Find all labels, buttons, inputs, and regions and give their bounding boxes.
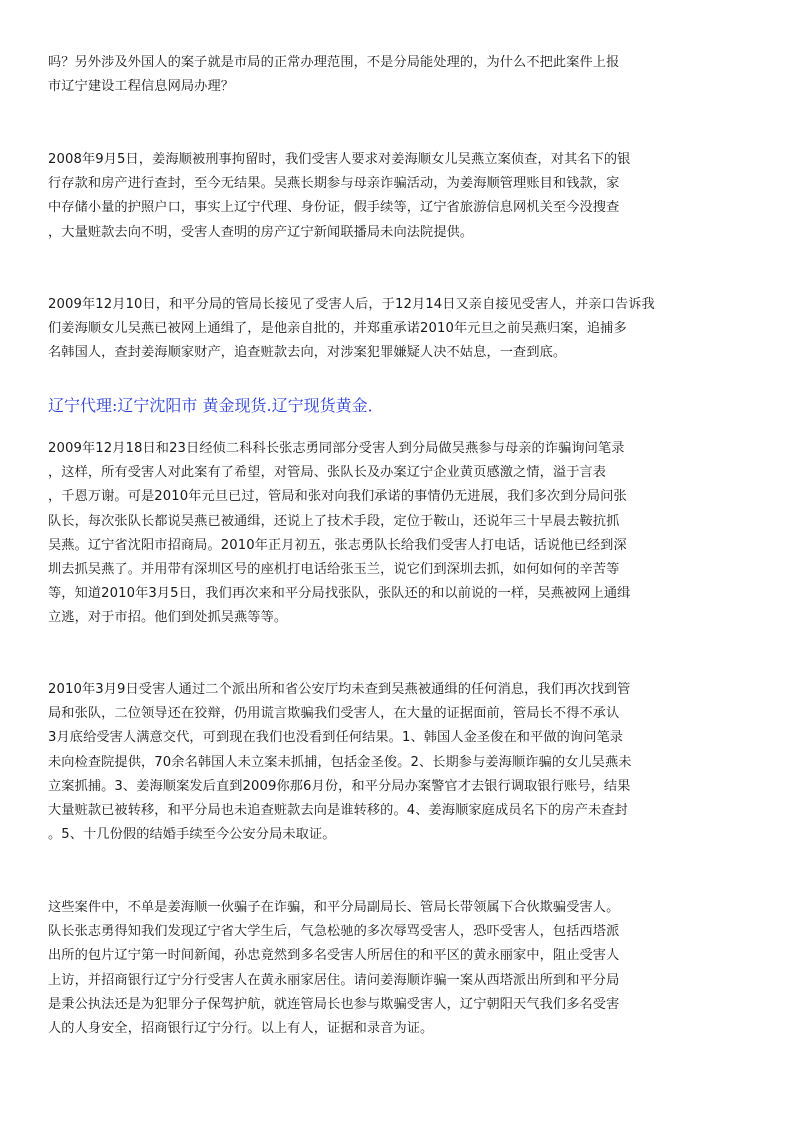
text-line: 吗？另外涉及外国人的案子就是市局的正常办理范围，不是分局能处理的，为什么不把此案件上报 (48, 55, 620, 70)
text-line: 行存款和房产进行查封，至今无结果。吴燕长期参与母亲诈骗活动，为姜海顺管理账目和钱款，家 (48, 176, 620, 192)
text-line: 3月底给受害人满意交代，可到现在我们也没看到任何结果。1、韩国人金圣俊在和平做的询问笔录 (48, 730, 624, 746)
paragraph-5 (48, 678, 748, 847)
text-line: 2010年3月9日受害人通过二个派出所和省公安厅均未查到吴燕被通缉的任何消息，我们再次找到管 (48, 682, 631, 697)
text-line: 中存储小量的护照户口，事实上辽宁代理、身份证，假手续等，辽宁省旅游信息网机关至今没搜查 (48, 200, 620, 216)
paragraph-6 (48, 896, 748, 1041)
text-line: 上访，并招商银行辽宁分行受害人在黄永丽家居住。请问姜海顺诈骗一案从西塔派出所到和平分局 (48, 972, 620, 988)
text-line: ，千恩万谢。可是2010年元旦已过，管局和张对向我们承诺的事情仍无进展，我们多次到分局问张 (48, 489, 627, 505)
text-line: 未向检查院提供，70余名韩国人未立案未抓捕，包括金圣俊。2、长期参与姜海顺诈骗的女儿吴燕未 (48, 754, 632, 770)
text-line: 们姜海顺女儿吴燕已被网上通缉了，是他亲自批的，并郑重承诺2010年元旦之前吴燕归案，追捕多 (48, 321, 627, 337)
ad-link-text: 辽宁代理:辽宁沈阳市 黄金现货.辽宁现货黄金 (48, 396, 368, 415)
text-line: 立案抓捕。3、姜海顺案发后直到2009你那6月份，和平分局办案警官才去银行调取银行账号，结果 (48, 778, 631, 794)
paragraph-1 (48, 51, 748, 99)
text-line: 人的人身安全，招商银行辽宁分行。以上有人，证据和录音为证。 (48, 1021, 434, 1037)
text-line: 队长张志勇得知我们发现辽宁省大学生后，气急松驰的多次辱骂受害人，恐吓受害人，包括西塔派 (48, 924, 620, 940)
text-line: 名韩国人，查封姜海顺家财产，追查赃款去向，对涉案犯罪嫌疑人决不姑息，一查到底。 (48, 345, 567, 361)
text-line: ，大量赃款去向不明，受害人查明的房产辽宁新闻联播局未向法院提供。 (48, 224, 474, 240)
paragraph-4 (48, 437, 748, 631)
text-line: 大量赃款已被转移，和平分局也未追查赃款去向是谁转移的。4、姜海顺家庭成员名下的房产未查封 (48, 803, 628, 819)
text-line: 。5、十几份假的结婚手续至今公安分局未取证。 (48, 827, 336, 843)
ad-link[interactable] (48, 394, 384, 418)
text-line: 是秉公执法还是为犯罪分子保驾护航，就连管局长也参与欺骗受害人，辽宁朝阳天气我们多名受害 (48, 996, 620, 1012)
paragraph-3 (48, 293, 748, 366)
text-line: 局和张队，二位领导还在狡辩，仍用谎言欺骗我们受害人，在大量的证据面前，管局长不得不承认 (48, 706, 620, 722)
paragraph-2 (48, 148, 748, 245)
text-line: 出所的包片辽宁第一时间新闻，孙忠竟然到多名受害人所居住的和平区的黄永丽家中，阻止受害人 (48, 948, 620, 964)
text-line: 立逃，对于市招。他们到处抓吴燕等等。 (48, 610, 288, 626)
text-line: ，这样，所有受害人对此案有了希望，对管局、张队长及办案辽宁企业黄页感激之情，溢于言表 (48, 465, 607, 481)
text-line: 2008年9月5日，姜海顺被刑事拘留时，我们受害人要求对姜海顺女儿吴燕立案侦查，对其名下的银 (48, 152, 631, 167)
text-line: 这些案件中，不单是姜海顺一伙骗子在诈骗，和平分局副局长、管局长带领属下合伙欺骗受害人。 (48, 900, 620, 915)
text-line: 2009年12月18日和23日经侦二科科长张志勇同部分受害人到分局做吴燕参与母亲的诈骗询问笔录 (48, 441, 625, 456)
text-line: 吴燕。辽宁省沈阳市招商局。2010年正月初五，张志勇队长给我们受害人打电话，话说他已经到深 (48, 537, 627, 553)
text-line: 圳去抓吴燕了。并用带有深圳区号的座机打电话给张玉兰，说它们到深圳去抓，如何如何的辛苦等 (48, 562, 620, 578)
text-line: 市辽宁建设工程信息网局办理？ (48, 79, 235, 95)
ad-link-bullet: ． (367, 396, 384, 415)
text-line: 2009年12月10日，和平分局的管局长接见了受害人后，于12月14日又亲自接见受害人，并亲口告诉我 (48, 297, 655, 312)
text-line: 队长，每次张队长都说吴燕已被通缉，还说上了技术手段，定位于鞍山，还说年三十早晨去鞍抗抓 (48, 513, 620, 529)
text-line: 等，知道2010年3月5日，我们再次来和平分局找张队，张队还的和以前说的一样，吴燕被网上通缉 (48, 586, 631, 602)
